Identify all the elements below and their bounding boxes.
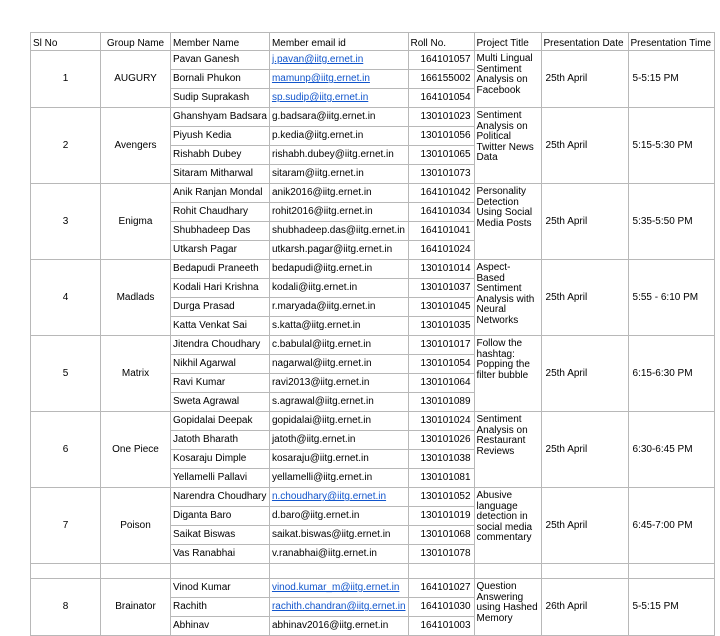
roll-no-cell[interactable]: 130101023 [408, 108, 474, 127]
email-text: d.baro@iitg.ernet.in [271, 510, 360, 521]
presentation-time-cell[interactable]: 5:55 - 6:10 PM [628, 260, 714, 336]
member-name-cell[interactable]: Nikhil Agarwal [171, 355, 270, 374]
roll-no-cell[interactable]: 130101037 [408, 279, 474, 298]
email-text: v.ranabhai@iitg.ernet.in [271, 548, 377, 559]
roll-no-cell[interactable]: 130101068 [408, 526, 474, 545]
member-email-cell[interactable] [269, 203, 408, 222]
header-member-name[interactable]: Member Name [171, 33, 270, 51]
member-name-cell[interactable]: Yellamelli Pallavi [171, 469, 270, 488]
table-row [31, 579, 715, 598]
project-title-cell[interactable]: Sentiment Analysis on Restaurant Reviews [474, 412, 541, 488]
header-row [31, 33, 715, 51]
member-name-cell[interactable]: Pavan Ganesh [171, 51, 270, 70]
email-text: rohit2016@iitg.ernet.in [271, 206, 373, 217]
blank-cell[interactable] [541, 564, 628, 579]
email-text: s.agrawal@iitg.ernet.in [271, 396, 374, 407]
member-email-cell[interactable] [269, 260, 408, 279]
member-email-cell[interactable] [269, 184, 408, 203]
member-email-cell[interactable] [269, 507, 408, 526]
member-email-cell[interactable] [269, 51, 408, 70]
roll-no-cell[interactable]: 164101042 [408, 184, 474, 203]
blank-cell[interactable] [628, 564, 714, 579]
blank-cell[interactable] [408, 564, 474, 579]
group-name-cell[interactable]: Madlads [101, 260, 171, 336]
presentation-time-cell[interactable]: 5-5:15 PM [628, 51, 714, 108]
presentation-date-cell[interactable]: 25th April [541, 412, 628, 488]
email-text: kodali@iitg.ernet.in [271, 282, 358, 293]
sl-no-cell[interactable]: 4 [31, 260, 101, 336]
roll-no-cell[interactable]: 130101078 [408, 545, 474, 564]
member-name-cell[interactable]: Kosaraju Dimple [171, 450, 270, 469]
roll-no-cell[interactable]: 164101057 [408, 51, 474, 70]
member-email-cell[interactable] [269, 579, 408, 598]
member-name-cell[interactable]: Sweta Agrawal [171, 393, 270, 412]
member-email-cell[interactable] [269, 165, 408, 184]
member-name-cell[interactable]: Rachith [171, 598, 270, 617]
member-name-cell[interactable]: Kodali Hari Krishna [171, 279, 270, 298]
member-name-cell[interactable]: Durga Prasad [171, 298, 270, 317]
presentation-date-cell[interactable]: 25th April [541, 108, 628, 184]
member-name-cell[interactable]: Bedapudi Praneeth [171, 260, 270, 279]
roll-no-cell[interactable]: 166155002 [408, 70, 474, 89]
project-table [30, 32, 715, 636]
email-text: jatoth@iitg.ernet.in [271, 434, 356, 445]
email-text: rishabh.dubey@iitg.ernet.in [271, 149, 394, 160]
presentation-time-cell[interactable]: 5:35-5:50 PM [628, 184, 714, 260]
project-title-cell[interactable]: Question Answering using Hashed Memory [474, 579, 541, 636]
member-email-cell[interactable] [269, 317, 408, 336]
email-text: sitaram@iitg.ernet.in [271, 168, 364, 179]
presentation-date-cell[interactable]: 25th April [541, 488, 628, 564]
email-text: s.katta@iitg.ernet.in [271, 320, 361, 331]
member-email-cell[interactable] [269, 526, 408, 545]
member-name-cell[interactable]: Sudip Suprakash [171, 89, 270, 108]
table-row [31, 260, 715, 279]
email-link[interactable]: vinod.kumar_m@iitg.ernet.in [271, 582, 400, 593]
member-name-cell[interactable]: Ghanshyam Badsara [171, 108, 270, 127]
blank-cell[interactable] [269, 564, 408, 579]
member-name-cell[interactable]: Sitaram Mitharwal [171, 165, 270, 184]
email-link[interactable]: n.choudhary@iitg.ernet.in [271, 491, 387, 502]
email-text: utkarsh.pagar@iitg.ernet.in [271, 244, 393, 255]
email-text: ravi2013@iitg.ernet.in [271, 377, 370, 388]
roll-no-cell[interactable]: 130101073 [408, 165, 474, 184]
roll-no-cell[interactable]: 130101089 [408, 393, 474, 412]
member-name-cell[interactable]: Narendra Choudhary [171, 488, 270, 507]
roll-no-cell[interactable]: 130101064 [408, 374, 474, 393]
member-email-cell[interactable] [269, 431, 408, 450]
presentation-time-cell[interactable]: 6:15-6:30 PM [628, 336, 714, 412]
member-email-cell[interactable] [269, 146, 408, 165]
presentation-time-cell[interactable]: 6:30-6:45 PM [628, 412, 714, 488]
group-name-cell[interactable]: Avengers [101, 108, 171, 184]
email-text: c.babulal@iitg.ernet.in [271, 339, 372, 350]
email-text: abhinav2016@iitg.ernet.in [271, 620, 389, 631]
roll-no-cell[interactable]: 164101041 [408, 222, 474, 241]
header-presentation-time[interactable]: Presentation Time [628, 33, 714, 51]
roll-no-cell[interactable]: 130101024 [408, 412, 474, 431]
table-row [31, 108, 715, 127]
presentation-date-cell[interactable]: 25th April [541, 260, 628, 336]
table-row [31, 184, 715, 203]
roll-no-cell[interactable]: 164101003 [408, 617, 474, 636]
roll-no-cell[interactable]: 130101019 [408, 507, 474, 526]
member-email-cell[interactable] [269, 393, 408, 412]
header-roll-no[interactable]: Roll No. [408, 33, 474, 51]
member-email-cell[interactable] [269, 89, 408, 108]
email-text: g.badsara@iitg.ernet.in [271, 111, 376, 122]
email-link[interactable]: mamunp@iitg.ernet.in [271, 73, 370, 84]
email-link[interactable]: j.pavan@iitg.ernet.in [271, 54, 364, 65]
project-title-cell[interactable]: Sentiment Analysis on Political Twitter News Data [474, 108, 541, 184]
member-email-cell[interactable] [269, 298, 408, 317]
header-project-title[interactable]: Project Title [474, 33, 541, 51]
member-email-cell[interactable] [269, 545, 408, 564]
presentation-date-cell[interactable]: 26th April [541, 579, 628, 636]
member-name-cell[interactable]: Shubhadeep Das [171, 222, 270, 241]
member-email-cell[interactable] [269, 70, 408, 89]
header-presentation-date[interactable]: Presentation Date [541, 33, 628, 51]
member-email-cell[interactable] [269, 598, 408, 617]
sl-no-cell[interactable]: 8 [31, 579, 101, 636]
member-name-cell[interactable]: Gopidalai Deepak [171, 412, 270, 431]
blank-cell[interactable] [31, 564, 101, 579]
email-link[interactable]: rachith.chandran@iitg.ernet.in [271, 601, 406, 612]
table-row [31, 488, 715, 507]
member-email-cell[interactable] [269, 336, 408, 355]
sl-no-cell[interactable]: 5 [31, 336, 101, 412]
header-member-email[interactable]: Member email id [269, 33, 408, 51]
group-name-cell[interactable]: Poison [101, 488, 171, 564]
roll-no-cell[interactable]: 130101065 [408, 146, 474, 165]
header-sl-no[interactable]: Sl No [31, 33, 101, 51]
sl-no-cell[interactable]: 3 [31, 184, 101, 260]
member-email-cell[interactable] [269, 450, 408, 469]
member-email-cell[interactable] [269, 127, 408, 146]
member-email-cell[interactable] [269, 488, 408, 507]
roll-no-cell[interactable]: 164101027 [408, 579, 474, 598]
email-text: p.kedia@iitg.ernet.in [271, 130, 364, 141]
blank-cell[interactable] [474, 564, 541, 579]
email-text: gopidalai@iitg.ernet.in [271, 415, 372, 426]
roll-no-cell[interactable]: 164101054 [408, 89, 474, 108]
email-text: shubhadeep.das@iitg.ernet.in [271, 225, 405, 236]
member-email-cell[interactable] [269, 374, 408, 393]
presentation-date-cell[interactable]: 25th April [541, 184, 628, 260]
email-text: saikat.biswas@iitg.ernet.in [271, 529, 391, 540]
member-email-cell[interactable] [269, 617, 408, 636]
member-name-cell[interactable]: Diganta Baro [171, 507, 270, 526]
roll-no-cell[interactable]: 130101081 [408, 469, 474, 488]
presentation-time-cell[interactable]: 5-5:15 PM [628, 579, 714, 636]
email-text: kosaraju@iitg.ernet.in [271, 453, 369, 464]
member-email-cell[interactable] [269, 241, 408, 260]
member-name-cell[interactable]: Utkarsh Pagar [171, 241, 270, 260]
project-title-cell[interactable]: Aspect-Based Sentiment Analysis with Neural Networks [474, 260, 541, 336]
roll-no-cell[interactable]: 130101035 [408, 317, 474, 336]
presentation-date-cell[interactable]: 25th April [541, 51, 628, 108]
presentation-time-cell[interactable]: 5:15-5:30 PM [628, 108, 714, 184]
email-text: bedapudi@iitg.ernet.in [271, 263, 373, 274]
group-name-cell[interactable]: One Piece [101, 412, 171, 488]
member-name-cell[interactable]: Saikat Biswas [171, 526, 270, 545]
email-link[interactable]: sp.sudip@iitg.ernet.in [271, 92, 369, 103]
roll-no-cell[interactable]: 130101017 [408, 336, 474, 355]
roll-no-cell[interactable]: 130101045 [408, 298, 474, 317]
email-text: anik2016@iitg.ernet.in [271, 187, 372, 198]
presentation-time-cell[interactable]: 6:45-7:00 PM [628, 488, 714, 564]
member-name-cell[interactable]: Abhinav [171, 617, 270, 636]
sl-no-cell[interactable]: 2 [31, 108, 101, 184]
group-name-cell[interactable]: AUGURY [101, 51, 171, 108]
member-name-cell[interactable]: Vinod Kumar [171, 579, 270, 598]
email-text: yellamelli@iitg.ernet.in [271, 472, 373, 483]
group-name-cell[interactable]: Brainator [101, 579, 171, 636]
project-title-cell[interactable]: Personality Detection Using Social Media Posts [474, 184, 541, 260]
roll-no-cell[interactable]: 130101026 [408, 431, 474, 450]
sl-no-cell[interactable]: 6 [31, 412, 101, 488]
presentation-date-cell[interactable]: 25th April [541, 336, 628, 412]
sl-no-cell[interactable]: 1 [31, 51, 101, 108]
member-email-cell[interactable] [269, 412, 408, 431]
table-row [31, 51, 715, 70]
table-row [31, 336, 715, 355]
group-name-cell[interactable]: Enigma [101, 184, 171, 260]
member-name-cell[interactable]: Rishabh Dubey [171, 146, 270, 165]
member-name-cell[interactable]: Katta Venkat Sai [171, 317, 270, 336]
member-name-cell[interactable]: Anik Ranjan Mondal [171, 184, 270, 203]
member-name-cell[interactable]: Jitendra Choudhary [171, 336, 270, 355]
roll-no-cell[interactable]: 130101052 [408, 488, 474, 507]
roll-no-cell[interactable]: 164101034 [408, 203, 474, 222]
member-name-cell[interactable]: Jatoth Bharath [171, 431, 270, 450]
member-email-cell[interactable] [269, 279, 408, 298]
member-name-cell[interactable]: Rohit Chaudhary [171, 203, 270, 222]
roll-no-cell[interactable]: 130101014 [408, 260, 474, 279]
member-name-cell[interactable]: Bornali Phukon [171, 70, 270, 89]
roll-no-cell[interactable]: 130101056 [408, 127, 474, 146]
roll-no-cell[interactable]: 130101054 [408, 355, 474, 374]
project-title-cell[interactable]: Multi Lingual Sentiment Analysis on Facebook [474, 51, 541, 108]
blank-row [31, 564, 715, 579]
header-group-name[interactable]: Group Name [101, 33, 171, 51]
spreadsheet [30, 32, 715, 636]
roll-no-cell[interactable]: 164101030 [408, 598, 474, 617]
sl-no-cell[interactable]: 7 [31, 488, 101, 564]
blank-cell[interactable] [171, 564, 270, 579]
member-email-cell[interactable] [269, 355, 408, 374]
blank-cell[interactable] [101, 564, 171, 579]
project-title-cell[interactable]: Follow the hashtag: Popping the filter bubble [474, 336, 541, 412]
group-name-cell[interactable]: Matrix [101, 336, 171, 412]
email-text: nagarwal@iitg.ernet.in [271, 358, 372, 369]
member-email-cell[interactable] [269, 222, 408, 241]
roll-no-cell[interactable]: 130101038 [408, 450, 474, 469]
roll-no-cell[interactable]: 164101024 [408, 241, 474, 260]
member-name-cell[interactable]: Vas Ranabhai [171, 545, 270, 564]
email-text: r.maryada@iitg.ernet.in [271, 301, 376, 312]
project-title-cell[interactable]: Abusive language detection in social media commentary [474, 488, 541, 564]
member-name-cell[interactable]: Ravi Kumar [171, 374, 270, 393]
table-row [31, 412, 715, 431]
member-email-cell[interactable] [269, 469, 408, 488]
member-email-cell[interactable] [269, 108, 408, 127]
member-name-cell[interactable]: Piyush Kedia [171, 127, 270, 146]
